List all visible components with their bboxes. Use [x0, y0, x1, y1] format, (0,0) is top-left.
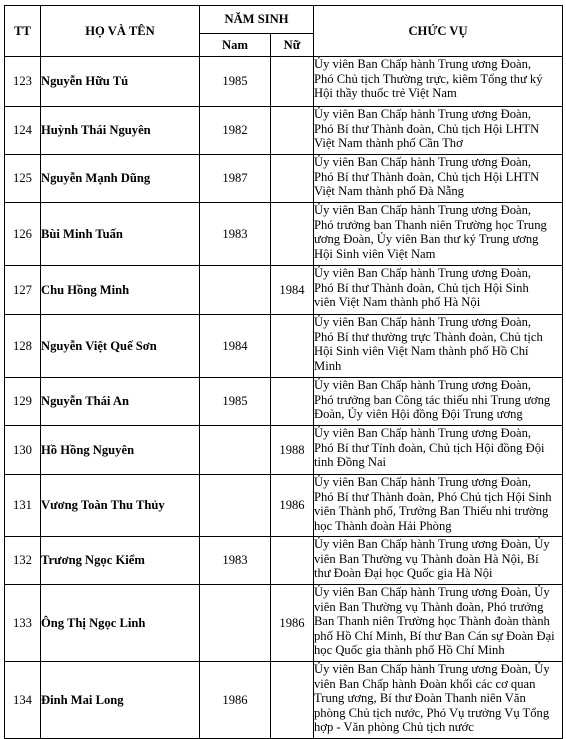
- row-number: 132: [5, 537, 41, 585]
- position-line: Phó Bí thư Thành đoàn, Chủ tịch Hội LHTN: [314, 121, 540, 136]
- member-name: Huỳnh Thái Nguyên: [41, 107, 200, 155]
- row-number: 134: [5, 662, 41, 739]
- position-line: Ủy viên Ban Chấp hành Trung ương Đoàn, Ủy: [314, 662, 550, 676]
- header-tt: TT: [5, 6, 41, 57]
- member-name: Chu Hồng Minh: [41, 266, 200, 315]
- position-line: học Quốc gia thành phố Hồ Chí Minh: [314, 643, 505, 658]
- member-name: Vương Toàn Thu Thủy: [41, 475, 200, 537]
- member-name: Trương Ngọc Kiểm: [41, 537, 200, 585]
- position-line: Phó Chủ tịch Thường trực, kiêm Tổng thư ký: [314, 71, 543, 86]
- birth-year-female: [271, 378, 314, 426]
- table-row: [5, 537, 563, 585]
- row-number: 128: [5, 315, 41, 378]
- birth-year-female: 1986: [271, 585, 314, 662]
- position-line: Hội Sinh viên Việt Nam thành phố Hồ Chí: [314, 344, 529, 359]
- position-line: tỉnh Đồng Nai: [314, 455, 387, 470]
- row-number: 125: [5, 155, 41, 203]
- header-birth-year: NĂM SINH: [200, 6, 314, 34]
- birth-year-male: 1986: [200, 662, 271, 739]
- row-number: 129: [5, 378, 41, 426]
- position-line: Việt Nam thành phố Đà Nẵng: [314, 184, 464, 199]
- member-position: [314, 57, 563, 107]
- member-name: Bùi Minh Tuấn: [41, 203, 200, 266]
- position-line: Ủy viên Ban Chấp hành Trung ương Đoàn,: [314, 57, 532, 71]
- table-row: [5, 662, 563, 739]
- table-row: [5, 57, 563, 107]
- birth-year-male: [200, 266, 271, 315]
- position-line: Hội Sinh viên Việt Nam: [314, 246, 436, 261]
- position-line: ương Đoàn, Ủy viên Ban thư ký Trung ương: [314, 232, 539, 247]
- header-female: Nữ: [271, 34, 314, 57]
- header-name: HỌ VÀ TÊN: [41, 6, 200, 57]
- row-number: 127: [5, 266, 41, 315]
- table-row: [5, 315, 563, 378]
- birth-year-female: [271, 203, 314, 266]
- position-line: Ban Thanh niên Trường học Thành đoàn thành: [314, 614, 550, 629]
- member-position: [314, 378, 563, 426]
- position-line: Phó Bí thư Thành đoàn, Phó Chủ tịch Hội Sinh: [314, 489, 552, 504]
- birth-year-male: 1983: [200, 203, 271, 266]
- position-line: Ủy viên Ban Chấp hành Trung ương Đoàn,: [314, 475, 532, 489]
- position-line: Ủy viên Ban Chấp hành Trung ương Đoàn,: [314, 378, 532, 392]
- birth-year-female: [271, 155, 314, 203]
- birth-year-female: 1986: [271, 475, 314, 537]
- position-line: viên Ban Thường vụ Thành đoàn, Phó trưởng: [314, 599, 544, 614]
- table-header: [5, 6, 563, 57]
- member-position: [314, 662, 563, 739]
- row-number: 123: [5, 57, 41, 107]
- member-name: Nguyễn Hữu Tú: [41, 57, 200, 107]
- row-number: 133: [5, 585, 41, 662]
- header-male: Nam: [200, 34, 271, 57]
- table-row: [5, 203, 563, 266]
- member-position: [314, 203, 563, 266]
- position-line: viên Ban Chấp hành Đoàn khối các cơ quan: [314, 676, 536, 691]
- table-row: [5, 107, 563, 155]
- position-line: Đoàn, Ủy viên Hội đồng Đội Trung ương: [314, 407, 523, 422]
- member-name: Nguyễn Mạnh Dũng: [41, 155, 200, 203]
- position-line: Ủy viên Ban Chấp hành Trung ương Đoàn,: [314, 426, 532, 440]
- position-line: Ủy viên Ban Chấp hành Trung ương Đoàn,: [314, 203, 532, 217]
- position-line: Phó trưởng ban Thanh niên Trường học Trung: [314, 217, 547, 232]
- position-line: Ủy viên Ban Chấp hành Trung ương Đoàn, Ủy: [314, 585, 550, 599]
- position-line: học Thành đoàn Hải Phòng: [314, 518, 452, 533]
- position-line: Việt Nam thành phố Cần Thơ: [314, 136, 463, 151]
- member-position: [314, 315, 563, 378]
- member-position: [314, 585, 563, 662]
- table-row: [5, 266, 563, 315]
- position-line: phòng Chủ tịch nước, Phó Vụ trưởng Vụ Tổng: [314, 705, 550, 720]
- position-line: Ủy viên Ban Chấp hành Trung ương Đoàn,: [314, 155, 532, 169]
- birth-year-male: [200, 475, 271, 537]
- position-line: thư Đoàn Đại học Quốc gia Hà Nội: [314, 566, 493, 581]
- header-position: CHỨC VỤ: [314, 6, 563, 57]
- position-line: viên Việt Nam thành phố Hà Nội: [314, 295, 481, 310]
- member-position: [314, 155, 563, 203]
- position-line: Phó Bí thư Tỉnh đoàn, Chủ tịch Hội đồng Đội: [314, 440, 545, 455]
- birth-year-female: [271, 662, 314, 739]
- row-number: 131: [5, 475, 41, 537]
- birth-year-female: [271, 57, 314, 107]
- position-line: Ủy viên Ban Chấp hành Trung ương Đoàn, Ủy: [314, 537, 550, 551]
- member-table: [4, 5, 563, 739]
- position-line: phố Hồ Chí Minh, Bí thư Ban Cán sự Đoàn Đại: [314, 628, 555, 643]
- position-line: hợp - Văn phòng Chủ tịch nước: [314, 720, 474, 735]
- position-line: Ủy viên Ban Chấp hành Trung ương Đoàn,: [314, 266, 532, 280]
- position-line: viên Ban Thường vụ Thành đoàn Hà Nội, Bí: [314, 551, 539, 566]
- birth-year-female: [271, 315, 314, 378]
- position-line: Phó Bí thư Thành đoàn, Chủ tịch Hội Sinh: [314, 280, 529, 295]
- row-number: 130: [5, 426, 41, 475]
- birth-year-male: 1982: [200, 107, 271, 155]
- member-position: [314, 426, 563, 475]
- member-name: Nguyễn Thái An: [41, 378, 200, 426]
- birth-year-female: [271, 107, 314, 155]
- position-line: Minh: [314, 358, 342, 373]
- table-body: [5, 57, 563, 739]
- member-position: [314, 537, 563, 585]
- birth-year-male: [200, 585, 271, 662]
- birth-year-female: 1984: [271, 266, 314, 315]
- position-line: Phó Bí thư Thành đoàn, Chủ tịch Hội LHTN: [314, 169, 540, 184]
- birth-year-male: 1985: [200, 378, 271, 426]
- birth-year-male: 1985: [200, 57, 271, 107]
- position-line: Ủy viên Ban Chấp hành Trung ương Đoàn,: [314, 315, 532, 329]
- member-name: Ông Thị Ngọc Linh: [41, 585, 200, 662]
- table-row: [5, 475, 563, 537]
- birth-year-male: 1984: [200, 315, 271, 378]
- position-line: Ủy viên Ban Chấp hành Trung ương Đoàn,: [314, 107, 532, 121]
- birth-year-female: 1988: [271, 426, 314, 475]
- table-row: [5, 585, 563, 662]
- row-number: 126: [5, 203, 41, 266]
- member-name: Nguyễn Việt Quế Sơn: [41, 315, 200, 378]
- position-line: Phó Bí thư thường trực Thành đoàn, Chủ tịch: [314, 329, 543, 344]
- member-position: [314, 266, 563, 315]
- position-line: Hội thầy thuốc trẻ Việt Nam: [314, 86, 457, 101]
- birth-year-male: 1983: [200, 537, 271, 585]
- birth-year-female: [271, 537, 314, 585]
- birth-year-male: [200, 426, 271, 475]
- position-line: viên Thành phố, Trưởng Ban Thiếu nhi trường: [314, 504, 549, 519]
- table-row: [5, 426, 563, 475]
- member-name: Hồ Hồng Nguyên: [41, 426, 200, 475]
- table-row: [5, 378, 563, 426]
- member-position: [314, 107, 563, 155]
- member-name: Đinh Mai Long: [41, 662, 200, 739]
- birth-year-male: 1987: [200, 155, 271, 203]
- member-position: [314, 475, 563, 537]
- row-number: 124: [5, 107, 41, 155]
- position-line: Phó trưởng ban Công tác thiếu nhi Trung ương: [314, 392, 551, 407]
- position-line: Trung ương, Bí thư Đoàn Thanh niên Văn: [314, 691, 526, 706]
- table-row: [5, 155, 563, 203]
